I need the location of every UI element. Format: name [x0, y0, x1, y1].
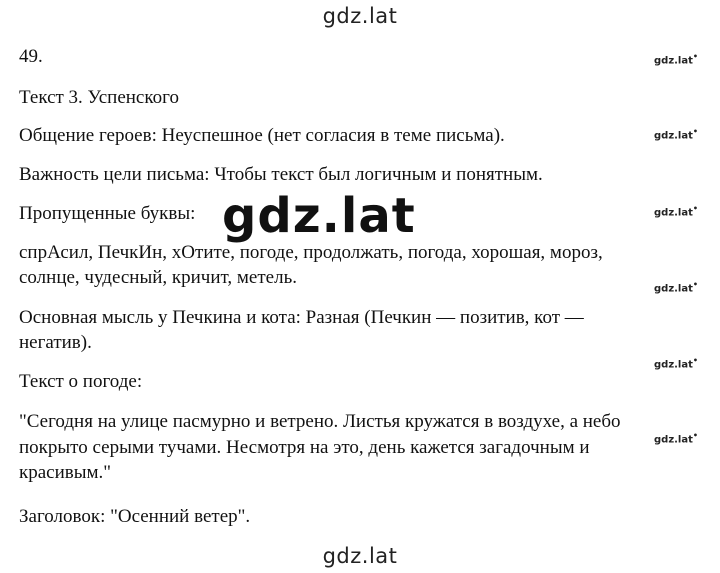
weather-label: Текст о погоде:: [19, 371, 143, 392]
watermark-small-6: gdz.lat•: [654, 431, 699, 446]
watermark-top: gdz.lat: [322, 4, 398, 28]
watermark-bottom: gdz.lat: [322, 544, 398, 568]
missing-letters-line-2: солнце, чудесный, кричит, метель.: [19, 267, 297, 288]
communication-line: Общение героев: Неуспешное (нет согласия в теме письма).: [19, 125, 505, 146]
importance-line: Важность цели письма: Чтобы текст был логичным и понятным.: [19, 164, 543, 185]
weather-text-line-1: "Сегодня на улице пасмурно и ветрено. Листья кружатся в воздухе, а небо: [19, 411, 621, 432]
main-idea-line-2: негатив).: [19, 332, 92, 353]
watermark-small-3: gdz.lat•: [654, 204, 699, 219]
watermark-small-1: gdz.lat•: [654, 52, 699, 67]
title-line: Заголовок: "Осенний ветер".: [19, 506, 251, 527]
weather-text-line-3: красивым.": [19, 462, 112, 483]
missing-letters-label: Пропущенные буквы:: [19, 203, 196, 224]
watermark-small-5: gdz.lat•: [654, 356, 699, 371]
watermark-center: gdz.lat: [222, 188, 416, 244]
text-label: Текст 3. Успенского: [19, 87, 179, 108]
main-idea-line-1: Основная мысль у Печкина и кота: Разная (Печкин — позитив, кот —: [19, 307, 584, 328]
watermark-small-4: gdz.lat•: [654, 280, 699, 295]
missing-letters-line-1: спрАсил, ПечкИн, хОтите, погоде, продолжать, погода, хорошая, мороз,: [19, 242, 603, 263]
exercise-number: 49.: [19, 46, 43, 67]
weather-text-line-2: покрыто серыми тучами. Несмотря на это, день кажется загадочным и: [19, 437, 590, 458]
watermark-small-2: gdz.lat•: [654, 127, 699, 142]
